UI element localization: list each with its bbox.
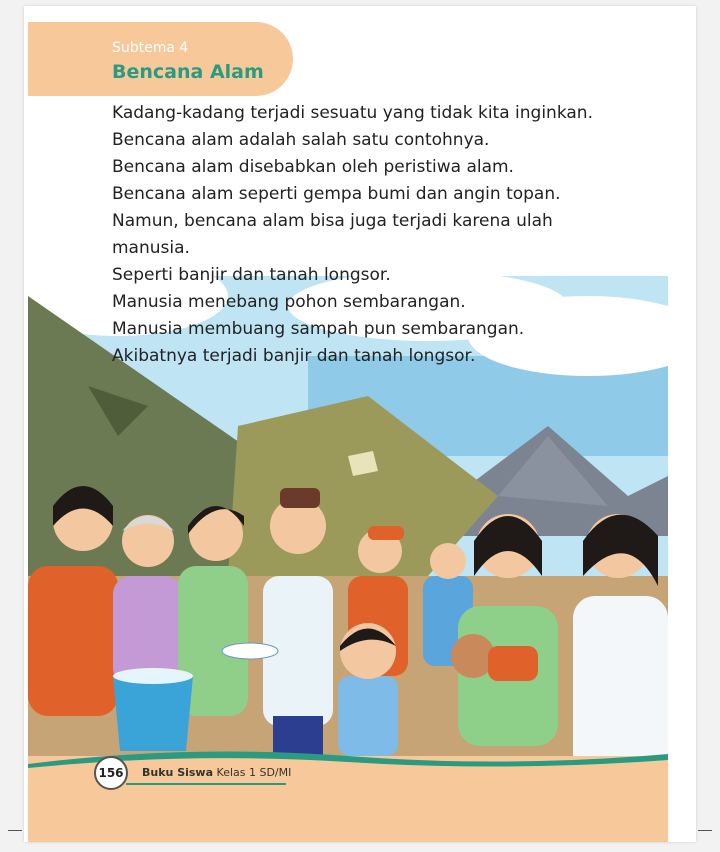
book-page [24,6,696,842]
paragraph-line: Bencana alam disebabkan oleh peristiwa alam. [112,157,514,177]
crop-mark [8,830,22,831]
story-paragraph [112,100,622,370]
book-title-bold: Buku Siswa [142,766,214,779]
paragraph-line: Seperti banjir dan tanah longsor. [112,265,391,285]
page-number: 156 [94,756,128,790]
subtheme-title: Bencana Alam [112,61,264,83]
book-title [142,766,291,779]
subtheme-tab [28,22,293,96]
paragraph-line: Bencana alam adalah salah satu contohnya. [112,130,490,150]
paragraph-line: Akibatnya terjadi banjir dan tanah longsor. [112,346,476,366]
paragraph-line: Manusia menebang pohon sembarangan. [112,292,466,312]
book-title-rest: Kelas 1 SD/MI [213,766,292,779]
subtheme-label: Subtema 4 [112,40,189,56]
paragraph-line: Kadang-kadang terjadi sesuatu yang tidak kita inginkan. [112,103,593,123]
crop-mark [698,830,712,831]
paragraph-line: Namun, bencana alam bisa juga terjadi karena ulah manusia. [112,211,553,258]
paragraph-line: Manusia membuang sampah pun sembarangan. [112,319,525,339]
footer-underline [126,783,286,785]
paragraph-line: Bencana alam seperti gempa bumi dan angin topan. [112,184,561,204]
